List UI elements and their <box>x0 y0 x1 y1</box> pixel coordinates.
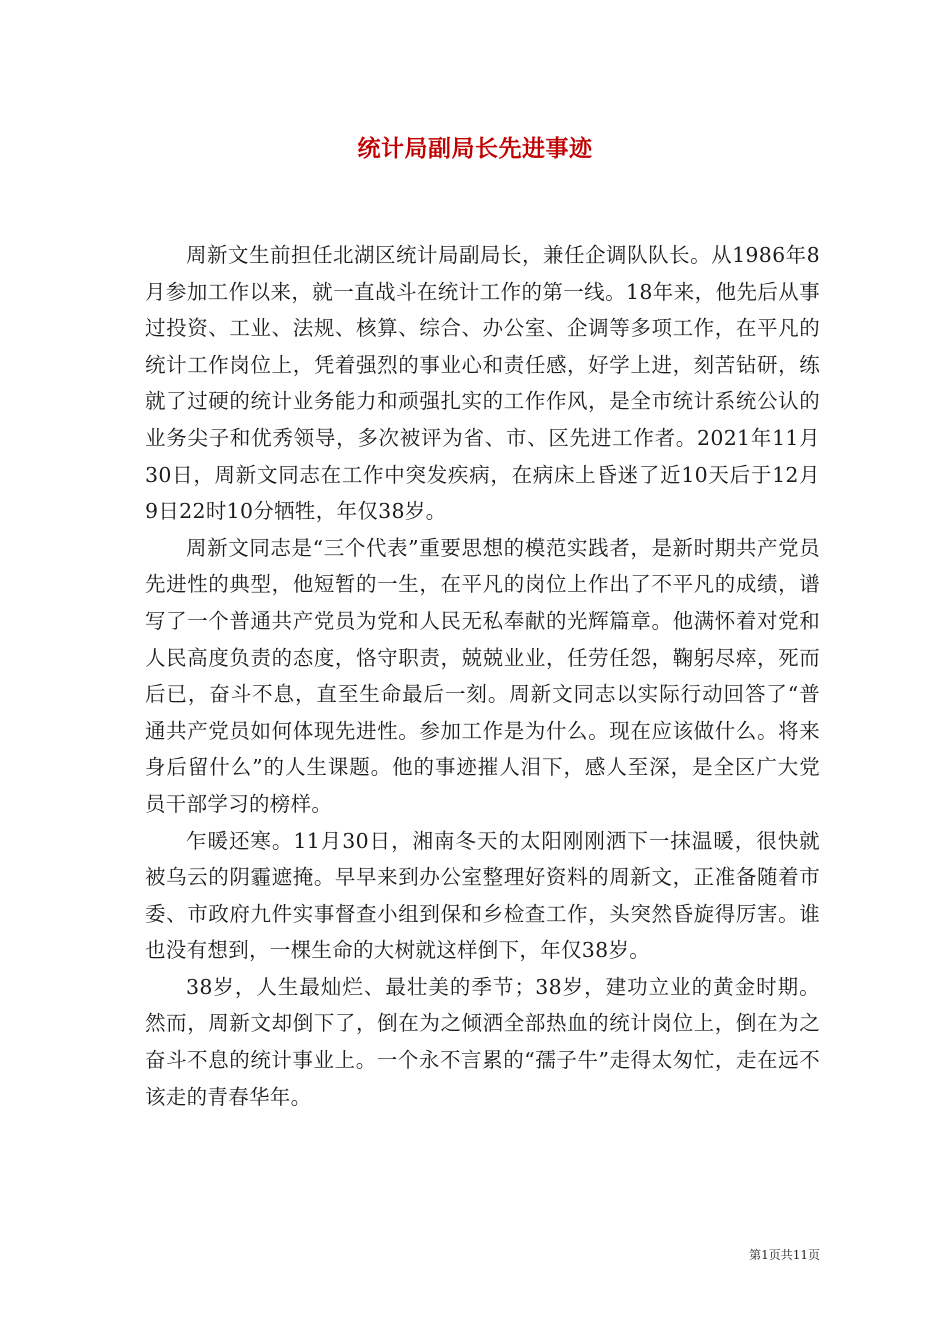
paragraph-3: 乍暖还寒。11月30日，湘南冬天的太阳刚刚洒下一抹温暖，很快就被乌云的阴霾遮掩。早早来到办公室整理好资料的周新文，正准备随着市委、市政府九件实事督查小组到保和乡检查工作，头突然昏旋得厉害。谁也没有想到，一棵生命的大树就这样倒下，年仅38岁。 <box>145 828 820 963</box>
document-title: 统计局副局长先进事迹 <box>357 135 593 162</box>
paragraph-2: 周新文同志是“三个代表”重要思想的模范实践者，是新时期共产党员先进性的典型，他短暂的一生，在平凡的岗位上作出了不平凡的成绩，谱写了一个普通共产党员为党和人民无私奉献的光辉篇章。他满怀着对党和人民高度负责的态度，恪守职责，兢兢业业，任劳任怨，鞠躬尽瘁，死而后已，奋斗不息，直至生命最后一刻。周新文同志以实际行动回答了“普通共产党员如何体现先进性。参加工作是为什么。现在应该做什么。将来身后留什么”的人生课题。他的事迹摧人泪下，感人至深，是全区广大党员干部学习的榜样。 <box>145 535 820 816</box>
paragraph-1: 周新文生前担任北湖区统计局副局长，兼任企调队队长。从1986年8月参加工作以来，就一直战斗在统计工作的第一线。18年来，他先后从事过投资、工业、法规、核算、综合、办公室、企调等多项工作，在平凡的统计工作岗位上，凭着强烈的事业心和责任感，好学上进，刻苦钻研，练就了过硬的统计业务能力和顽强扎实的工作作风，是全市统计系统公认的业务尖子和优秀领导，多次被评为省、市、区先进工作者。2021年11月30日，周新文同志在工作中突发疾病，在病床上昏迷了近10天后于12月9日22时10分牺牲，年仅38岁。 <box>145 243 820 524</box>
document-body <box>145 237 820 1115</box>
paragraph-4: 38岁，人生最灿烂、最壮美的季节；38岁，建功立业的黄金时期。然而，周新文却倒下了，倒在为之倾洒全部热血的统计岗位上，倒在为之奋斗不息的统计事业上。一个永不言累的“孺子牛”走得太匆忙，走在远不该走的青春华年。 <box>145 974 820 1109</box>
page-number-footer: 第1页共11页 <box>749 1248 820 1262</box>
